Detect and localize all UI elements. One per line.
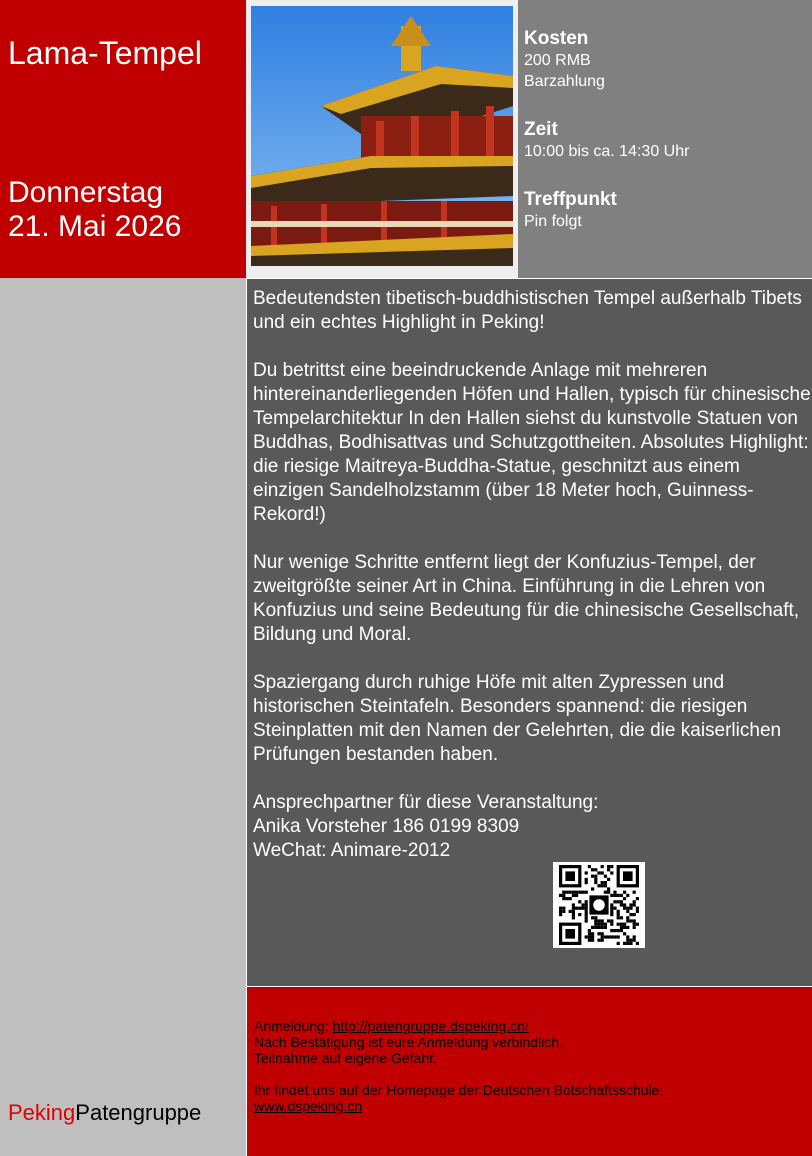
contact-heading: Ansprechpartner für diese Veranstaltung: <box>253 792 599 813</box>
event-date-value: 21. Mai 2026 <box>8 210 182 243</box>
description-paragraph: Nur wenige Schritte entfernt liegt der Konfuzius-Tempel, der zweitgrößte seiner Art in China. Einführung in die Lehren von Konfuzius und seine Bedeutung für die chinesische Gesellschaft, Bildung und Moral. <box>253 552 800 645</box>
brand-logo <box>8 1100 201 1126</box>
footer-panel <box>246 986 812 1156</box>
time-heading: Zeit <box>524 119 558 140</box>
meeting-block <box>524 189 617 232</box>
logo-part-peking: Peking <box>8 1100 76 1125</box>
wechat-qr-code-icon <box>553 862 645 948</box>
description-paragraph: Bedeutendsten tibetisch-buddhistischen Tempel außerhalb Tibets und ein echtes Highlight in Peking! <box>253 288 802 333</box>
time-block <box>524 119 689 162</box>
temple-photo <box>251 6 513 266</box>
logo-part-patengruppe: Patengruppe <box>75 1100 202 1125</box>
signup-line <box>254 1018 663 1034</box>
qr-code-graphic <box>553 862 645 948</box>
cost-payment: Barzahlung <box>524 73 605 90</box>
event-date <box>8 176 181 244</box>
binding-notice: Nach Bestätigung ist eure Anmeldung verbindlich. <box>254 1034 563 1050</box>
footer-text <box>254 1018 663 1114</box>
risk-notice: Teilnahme auf eigene Gefahr. <box>254 1050 437 1066</box>
photo-panel <box>246 0 518 278</box>
homepage-text: Ihr findet uns auf der Homepage der Deutschen Botschaftsschule: <box>254 1082 664 1098</box>
description-text <box>253 287 812 863</box>
contact-wechat: WeChat: Animare-2012 <box>253 840 451 861</box>
info-panel <box>518 0 812 278</box>
event-weekday: Donnerstag <box>8 176 164 209</box>
signup-label: Anmeldung: <box>254 1018 333 1034</box>
description-paragraph: Du betrittst eine beeindruckende Anlage mit mehreren hintereinanderliegenden Höfen und Hallen, typisch für chinesische Tempelarchitektur In den Hallen siehst du kunstvolle Statuen von Buddhas, Bodhisattvas und Schutzgottheiten. Absolutes Highlight: die riesige Maitreya-Buddha-Statue, geschnitzt aus einem einzigen Sandelholzstamm (über 18 Meter hoch, Guinness-Rekord!) <box>253 360 811 525</box>
meeting-value: Pin folgt <box>524 213 582 230</box>
left-sidebar <box>0 278 246 1156</box>
cost-block <box>524 28 605 92</box>
cost-amount: 200 RMB <box>524 52 591 69</box>
description-paragraph: Spaziergang durch ruhige Höfe mit alten Zypressen und historischen Steintafeln. Besonders spannend: die riesigen Steinplatten mit den Namen der Gelehrten, die die kaiserlichen Prüfungen bestanden haben. <box>253 672 782 765</box>
signup-link[interactable]: http://patengruppe.dspeking.cn/ <box>332 1018 529 1034</box>
meeting-heading: Treffpunkt <box>524 189 617 210</box>
temple-illustration <box>251 6 513 266</box>
homepage-link[interactable]: www.dspeking.cn <box>254 1098 363 1114</box>
cost-heading: Kosten <box>524 28 589 49</box>
title-panel <box>0 0 246 278</box>
description-panel <box>246 278 812 986</box>
time-value: 10:00 bis ca. 14:30 Uhr <box>524 143 690 160</box>
contact-person: Anika Vorsteher 186 0199 8309 <box>253 816 520 837</box>
event-title: Lama-Tempel <box>8 35 202 71</box>
